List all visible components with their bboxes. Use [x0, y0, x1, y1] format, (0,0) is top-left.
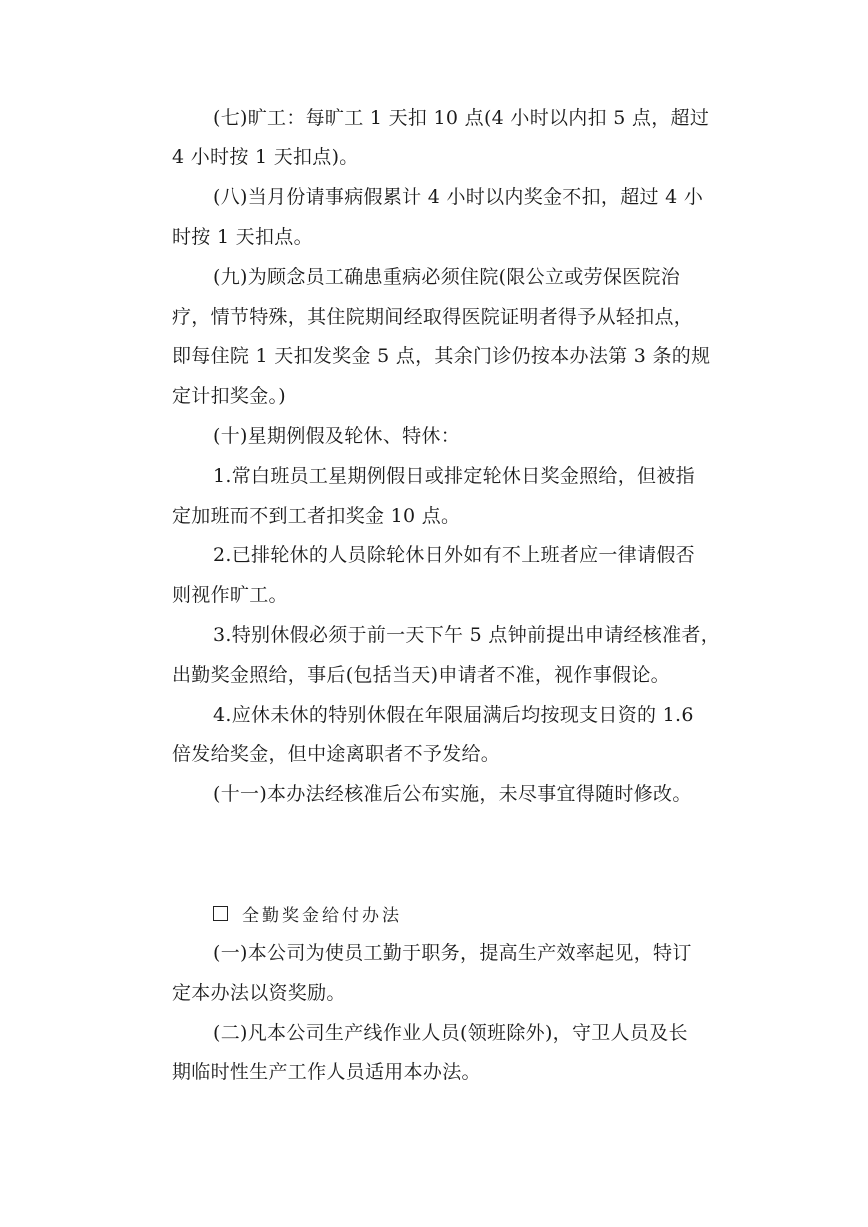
- checkbox-icon: [213, 906, 228, 921]
- clause-8-line-2: 时按 1 天扣点。: [172, 226, 313, 248]
- clause-11-line-1: (十一)本办法经核准后公布实施，未尽事宜得随时修改。: [213, 783, 692, 805]
- clause-10-item-2-line-1: 2.已排轮休的人员除轮休日外如有不上班者应一律请假否: [213, 544, 695, 566]
- section-heading: [213, 901, 402, 925]
- section-clause-1-line-1: (一)本公司为使员工勤于职务，提高生产效率起见，特订: [213, 942, 692, 964]
- clause-8-line-1: (八)当月份请事病假累计 4 小时以内奖金不扣，超过 4 小: [213, 186, 704, 208]
- clause-9-line-1: (九)为顾念员工确患重病必须住院(限公立或劳保医院治: [213, 266, 681, 288]
- section-clause-1-line-2: 定本办法以资奖励。: [172, 982, 346, 1004]
- clause-10-item-4-line-1: 4.应休未休的特别休假在年限届满后均按现支日资的 1.6: [213, 704, 694, 726]
- clause-10-item-3-line-2: 出勤奖金照给，事后(包括当天)申请者不准，视作事假论。: [172, 664, 670, 686]
- clause-7-line-1: (七)旷工：每旷工 1 天扣 10 点(4 小时以内扣 5 点，超过: [213, 107, 710, 129]
- clause-9-line-4: 定计扣奖金。): [172, 385, 287, 407]
- clause-9-line-3: 即每住院 1 天扣发奖金 5 点，其余门诊仍按本办法第 3 条的规: [172, 345, 711, 367]
- clause-10-item-2-line-2: 则视作旷工。: [172, 584, 288, 606]
- clause-10-item-4-line-2: 倍发给奖金，但中途离职者不予发给。: [172, 743, 501, 765]
- section-clause-2-line-2: 期临时性生产工作人员适用本办法。: [172, 1061, 481, 1083]
- clause-10-item-3-line-1: 3.特别休假必须于前一天下午 5 点钟前提出申请经核准者，: [213, 624, 720, 646]
- clause-10-item-1-line-1: 1.常白班员工星期例假日或排定轮休日奖金照给，但被指: [213, 465, 695, 487]
- clause-9-line-2: 疗，情节特殊，其住院期间经取得医院证明者得予从轻扣点，: [172, 306, 694, 328]
- clause-10-item-1-line-2: 定加班而不到工者扣奖金 10 点。: [172, 505, 461, 527]
- clause-10-heading: (十)星期例假及轮休、特休：: [213, 425, 461, 447]
- clause-7-line-2: 4 小时按 1 天扣点)。: [172, 146, 359, 168]
- section-heading-text: 全勤奖金给付办法: [242, 905, 402, 926]
- section-clause-2-line-1: (二)凡本公司生产线作业人员(领班除外)，守卫人员及长: [213, 1022, 688, 1044]
